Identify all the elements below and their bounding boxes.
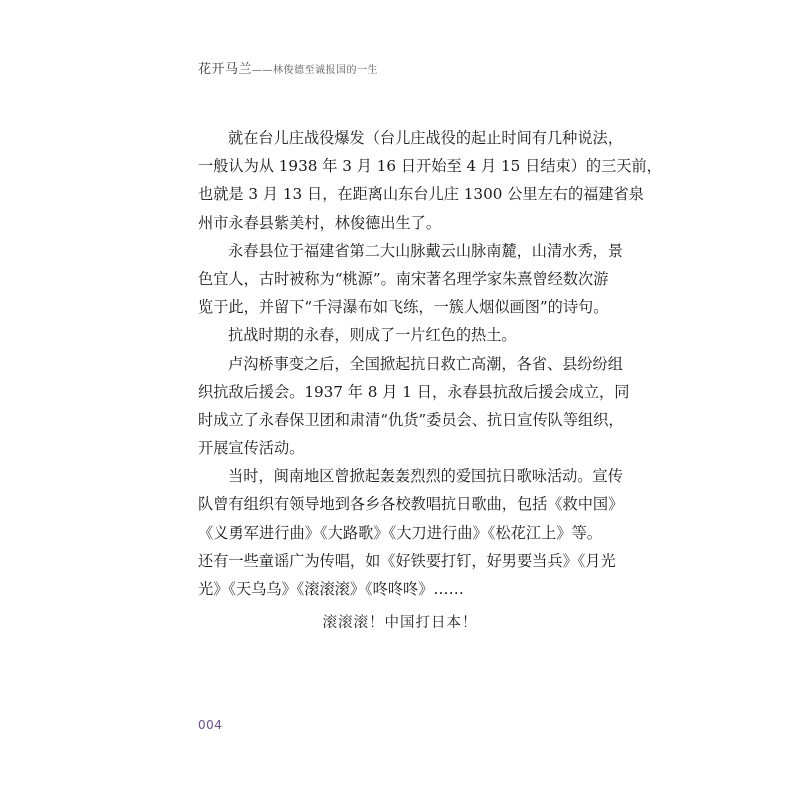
book-subtitle: ——林俊德至诚报国的一生 (252, 65, 379, 76)
text-line: 也就是 3 月 13 日，在距离山东台儿庄 1300 公里左右的福建省泉 (198, 185, 644, 204)
text-line: 一般认为从 1938 年 3 月 16 日开始至 4 月 15 日结束）的三天前， (198, 157, 662, 176)
page-number: 004 (198, 718, 223, 732)
text-line: 色宜人，古时被称为“桃源”。南宋著名理学家朱熹曾经数次游 (198, 269, 609, 288)
text-line: 《义勇军进行曲》《大路歌》《大刀进行曲》《松花江上》等。 (198, 523, 602, 542)
text-line: 州市永春县紫美村，林俊德出生了。 (198, 213, 441, 232)
text-line: 队曾有组织有领导地到各乡各校教唱抗日歌曲，包括《救中国》 (198, 495, 624, 514)
text-line: 织抗敌后援会。1937 年 8 月 1 日，永春县抗敌后援会成立，同 (198, 382, 630, 401)
slogan: 滚滚滚！中国打日本！ (322, 615, 478, 631)
text-line: 当时，闽南地区曾掀起轰轰烈烈的爱国抗日歌咏活动。宣传 (228, 467, 623, 486)
text-line: 抗战时期的永春，则成了一片红色的热土。 (228, 326, 517, 345)
running-head (198, 58, 378, 77)
text-line: 还有一些童谣广为传唱，如《好铁要打钉，好男要当兵》《月光 (198, 551, 616, 570)
text-line: 开展宣传活动。 (198, 439, 305, 458)
book-title: 花开马兰 (198, 62, 253, 77)
text-line: 永春县位于福建省第二大山脉戴云山脉南麓，山清水秀，景 (228, 241, 623, 260)
text-line: 时成立了永春保卫团和肃清“仇货”委员会、抗日宣传队等组织， (198, 410, 624, 429)
text-line: 光》《天乌乌》《滚滚滚》《咚咚咚》…… (198, 580, 464, 598)
text-line: 览于此，并留下“千浔瀑布如飞练，一簇人烟似画图”的诗句。 (198, 298, 609, 317)
text-line: 就在台儿庄战役爆发（台儿庄战役的起止时间有几种说法， (228, 129, 623, 147)
body-text (198, 124, 662, 603)
text-line: 卢沟桥事变之后，全国掀起抗日救亡高潮，各省、县纷纷组 (228, 354, 623, 373)
